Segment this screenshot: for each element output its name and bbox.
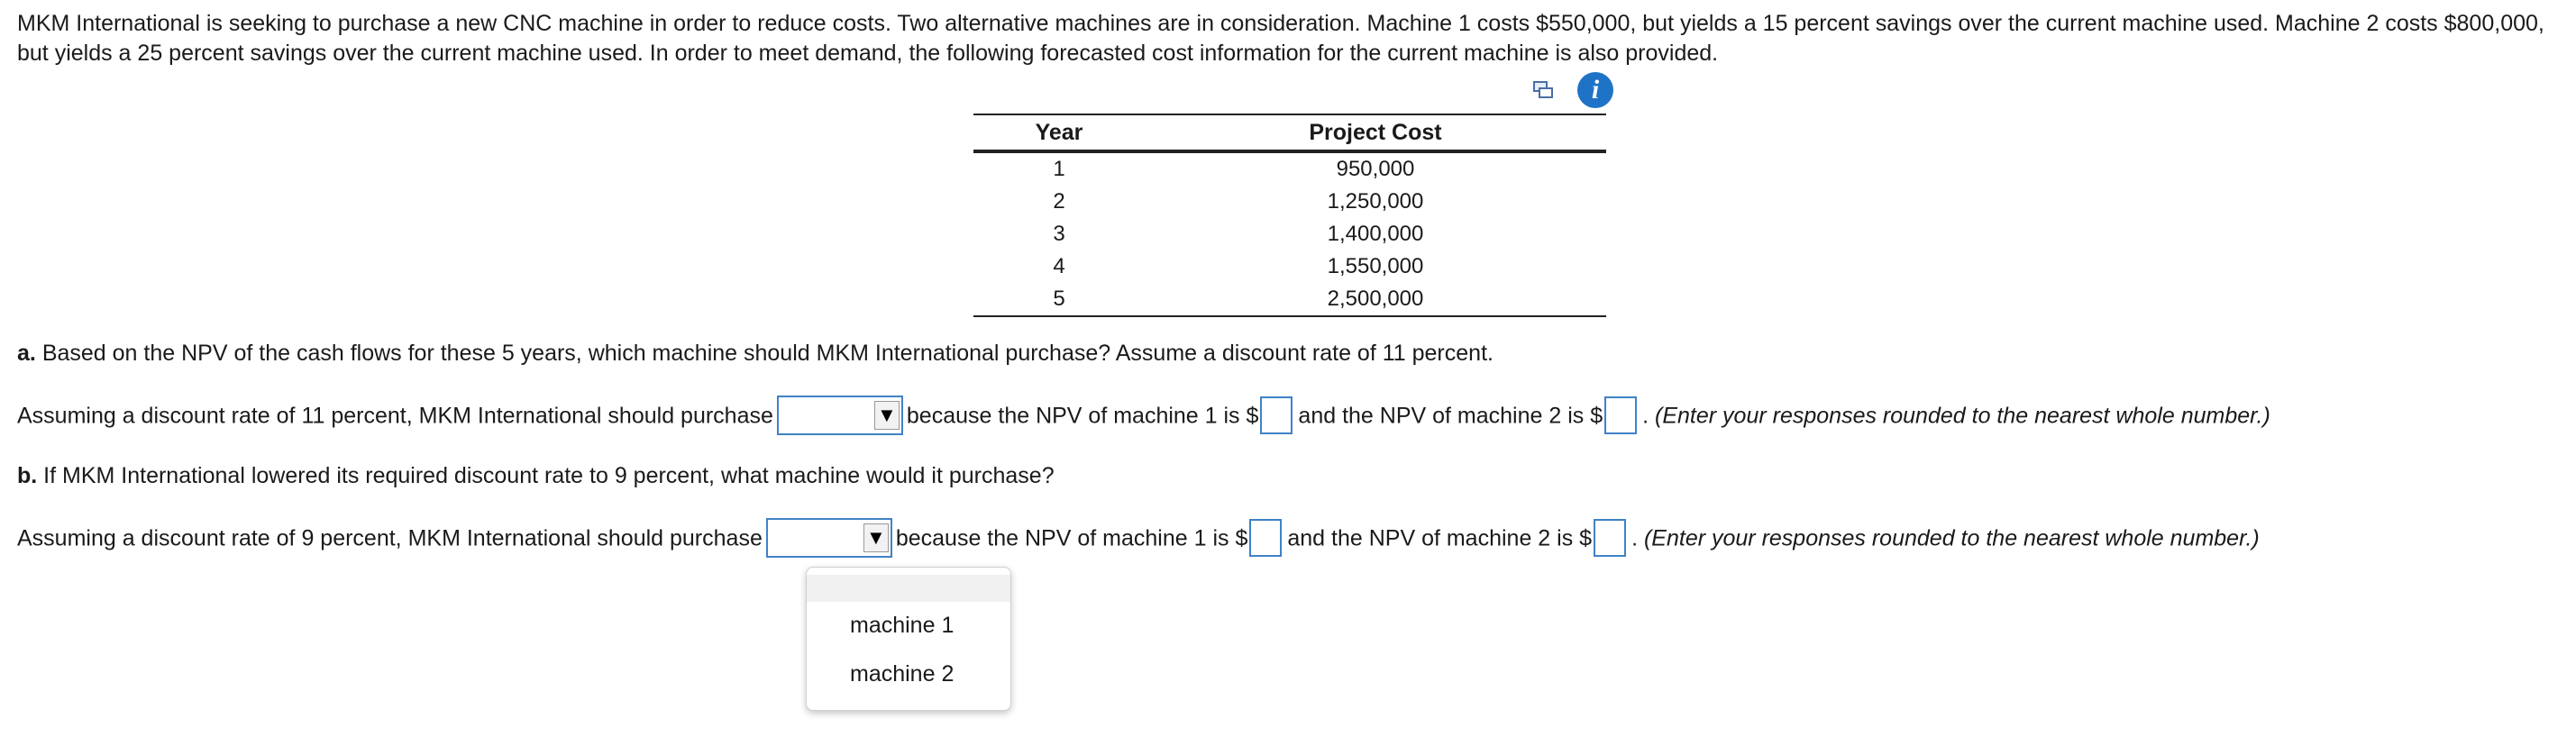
table-row	[973, 283, 1606, 316]
part-a-question	[17, 339, 1494, 368]
part-a-npv2-input[interactable]	[1604, 396, 1637, 434]
table-toolbar	[1532, 72, 1622, 114]
part-b-npv2-input[interactable]	[1594, 519, 1626, 557]
part-a-note: (Enter your responses rounded to the nearest whole number.)	[1655, 403, 2270, 429]
dropdown-option-machine-1[interactable]: machine 1	[850, 613, 955, 638]
year-cell: 5	[973, 283, 1145, 316]
year-cell: 3	[1053, 222, 1065, 246]
part-b-question	[17, 461, 1055, 490]
part-a-period: .	[1642, 403, 1649, 429]
year-cell: 1	[1053, 157, 1065, 181]
table-row	[973, 186, 1606, 218]
cost-cell: 1,550,000	[1327, 254, 1424, 278]
chevron-down-icon[interactable]: ▼	[874, 401, 900, 430]
cost-table	[973, 114, 1606, 317]
part-a-npv2-label: and the NPV of machine 2 is $	[1298, 403, 1603, 429]
table-row	[973, 250, 1606, 283]
cost-cell: 1,250,000	[1327, 189, 1424, 214]
info-icon[interactable]: i	[1577, 72, 1613, 108]
part-a-machine-dropdown[interactable]	[777, 396, 903, 435]
year-cell: 2	[1053, 189, 1065, 214]
header-project-cost: Project Cost	[1145, 114, 1606, 151]
part-b-label: b.	[17, 463, 38, 488]
dropdown-blank-option[interactable]	[807, 575, 1010, 602]
machine-dropdown-menu	[806, 567, 1011, 711]
header-year: Year	[973, 114, 1145, 151]
part-b-answer-line	[17, 517, 2260, 557]
part-b-note: (Enter your responses rounded to the nearest whole number.)	[1643, 525, 2260, 551]
part-a-npv1-label: because the NPV of machine 1 is $	[906, 403, 1259, 429]
cost-cell: 2,500,000	[1145, 283, 1606, 316]
part-b-npv1-label: because the NPV of machine 1 is $	[895, 525, 1248, 551]
part-b-npv1-input[interactable]	[1249, 519, 1282, 557]
part-b-machine-dropdown[interactable]	[766, 518, 892, 558]
part-b-npv2-label: and the NPV of machine 2 is $	[1287, 525, 1593, 551]
part-a-npv1-input[interactable]	[1260, 396, 1293, 434]
copy-table-icon[interactable]	[1532, 79, 1554, 101]
part-a-question-text: Based on the NPV of the cash flows for these 5 years, which machine should MKM International purchase? Assume a discount rate of 11 percent.	[41, 341, 1494, 366]
year-cell: 4	[1053, 254, 1065, 278]
part-b-lead: Assuming a discount rate of 9 percent, MKM International should purchase	[17, 525, 763, 551]
table-row	[973, 151, 1606, 186]
part-a-answer-line	[17, 395, 2270, 434]
cost-cell: 1,400,000	[1327, 222, 1424, 246]
table-row	[973, 218, 1606, 250]
part-a-lead: Assuming a discount rate of 11 percent, MKM International should purchase	[17, 403, 773, 429]
part-b-question-text: If MKM International lowered its required discount rate to 9 percent, what machine would it purchase?	[43, 463, 1055, 488]
chevron-down-icon[interactable]: ▼	[863, 523, 889, 552]
problem-intro: MKM International is seeking to purchase a new CNC machine in order to reduce costs. Two alternative machines are in consideration. Machine 1 costs $550,000, but yields a 15 percent savings over the current machine used. Machine 2 costs $800,000, but yields a 25 percent savings over the current machine used. In order to meet demand, the following forecasted cost information for the current machine is also provided.	[17, 11, 2544, 66]
part-a-label: a.	[17, 341, 36, 366]
cost-cell: 950,000	[1336, 157, 1415, 181]
part-b-period: .	[1631, 525, 1639, 551]
dropdown-option-machine-2[interactable]: machine 2	[850, 661, 955, 687]
